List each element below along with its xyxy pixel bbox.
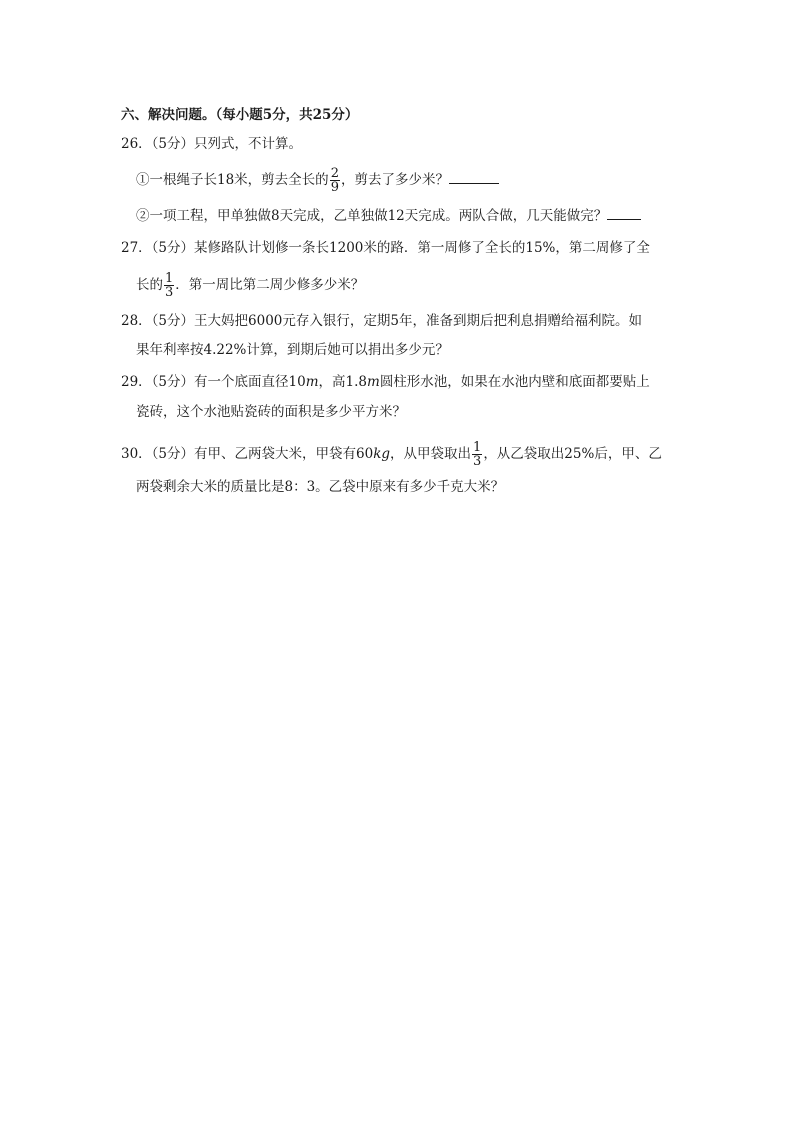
question-26-sub2-text: ②一项工程，甲单独做8天完成，乙单独做12天完成。两队合做，几天能做完？: [136, 208, 608, 224]
question-30-text-c: ，从乙袋取出25%后，甲、乙: [483, 446, 662, 462]
question-29-text-c: 圆柱形水池，如果在水池内壁和底面都要贴上: [379, 374, 650, 390]
question-29-text-b: ，高1.8: [318, 374, 367, 390]
unit-kilogram: kg: [373, 446, 391, 462]
fraction-numerator: 2: [330, 166, 339, 181]
question-27-line2: [136, 272, 364, 299]
answer-blank[interactable]: [449, 169, 499, 184]
question-30-line2: 两袋剩余大米的质量比是8：3。乙袋中原来有多少千克大米？: [136, 479, 505, 495]
question-27-text-pre: 长的: [136, 277, 163, 293]
answer-blank[interactable]: [607, 205, 641, 220]
unit-meter: m: [305, 374, 319, 390]
fraction-denominator: 9: [330, 180, 339, 195]
fraction-numerator: 1: [165, 271, 174, 286]
question-30-text-b: ，从甲袋取出: [390, 446, 472, 462]
fraction-1-3: [472, 441, 482, 468]
question-26-sub1: [136, 167, 499, 194]
section-title: 六、解决问题。（每小题5分，共25分）: [121, 107, 359, 123]
question-26-sub2: [136, 205, 641, 226]
question-26-stem: 26．（5分）只列式，不计算。: [121, 136, 303, 152]
question-30-line1: [121, 441, 662, 468]
question-29-text-a: 29．（5分）有一个底面直径10: [121, 374, 306, 390]
question-27-line1: 27．（5分）某修路队计划修一条长1200米的路．第一周修了全长的15%，第二周修了全: [121, 240, 650, 256]
fraction-1-3: [164, 272, 174, 299]
question-27-text-post: ．第一周比第二周少修多少米？: [175, 277, 365, 293]
question-28-line2: 果年利率按4.22%计算，到期后她可以捐出多少元？: [136, 342, 449, 358]
question-26-sub1-text-pre: ①一根绳子长18米，剪去全长的: [136, 172, 329, 188]
question-26-sub1-text-post: ，剪去了多少米？: [340, 172, 449, 188]
fraction-denominator: 3: [165, 285, 174, 300]
fraction-denominator: 3: [473, 454, 482, 469]
question-30-text-a: 30．（5分）有甲、乙两袋大米，甲袋有60: [121, 446, 374, 462]
question-29-line1: [121, 372, 650, 392]
fraction-numerator: 1: [473, 440, 482, 455]
question-28-line1: 28．（5分）王大妈把6000元存入银行，定期5年，准备到期后把利息捐赠给福利院。如: [121, 313, 642, 329]
fraction-2-9: [330, 167, 340, 194]
question-29-line2: 瓷砖，这个水池贴瓷砖的面积是多少平方米？: [136, 404, 406, 420]
unit-meter: m: [367, 374, 380, 390]
